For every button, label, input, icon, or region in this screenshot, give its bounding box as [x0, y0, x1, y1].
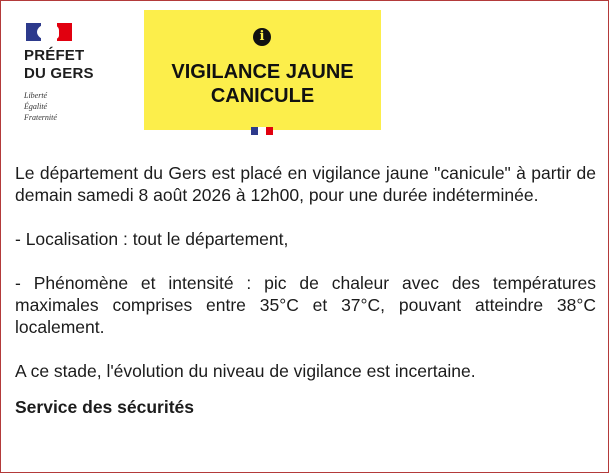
banner-title-line2: CANICULE — [210, 85, 315, 107]
marianne-icon — [37, 24, 59, 40]
mini-flag-icon — [251, 127, 273, 135]
motto-liberte: Liberté — [24, 91, 48, 100]
phenomene-paragraph: - Phénomène et intensité : pic de chaleur avec des températures maximales comprises entre 35°C et 37°C, pouvant atteindre 38°C localement. — [15, 273, 596, 337]
signature: Service des sécurités — [15, 397, 195, 417]
banner-title-line1: VIGILANCE JAUNE — [171, 61, 354, 83]
message-body — [15, 162, 596, 440]
prefet-line1: PRÉFET — [24, 47, 85, 64]
republic-motto — [24, 90, 57, 123]
localisation-paragraph: - Localisation : tout le département, — [15, 229, 289, 249]
evolution-paragraph: A ce stade, l'évolution du niveau de vigilance est incertaine. — [15, 361, 476, 381]
motto-fraternite: Fraternité — [24, 113, 57, 122]
prefet-title — [24, 47, 94, 83]
motto-egalite: Égalité — [24, 102, 48, 111]
info-icon: i — [253, 28, 271, 46]
intro-paragraph: Le département du Gers est placé en vigilance jaune "canicule" à partir de demain samedi 8 août 2026 à 12h00, pour une durée indéterminée. — [15, 163, 596, 205]
prefet-line2: DU GERS — [24, 65, 94, 82]
banner-title — [144, 60, 381, 108]
prefecture-logo — [24, 20, 120, 126]
